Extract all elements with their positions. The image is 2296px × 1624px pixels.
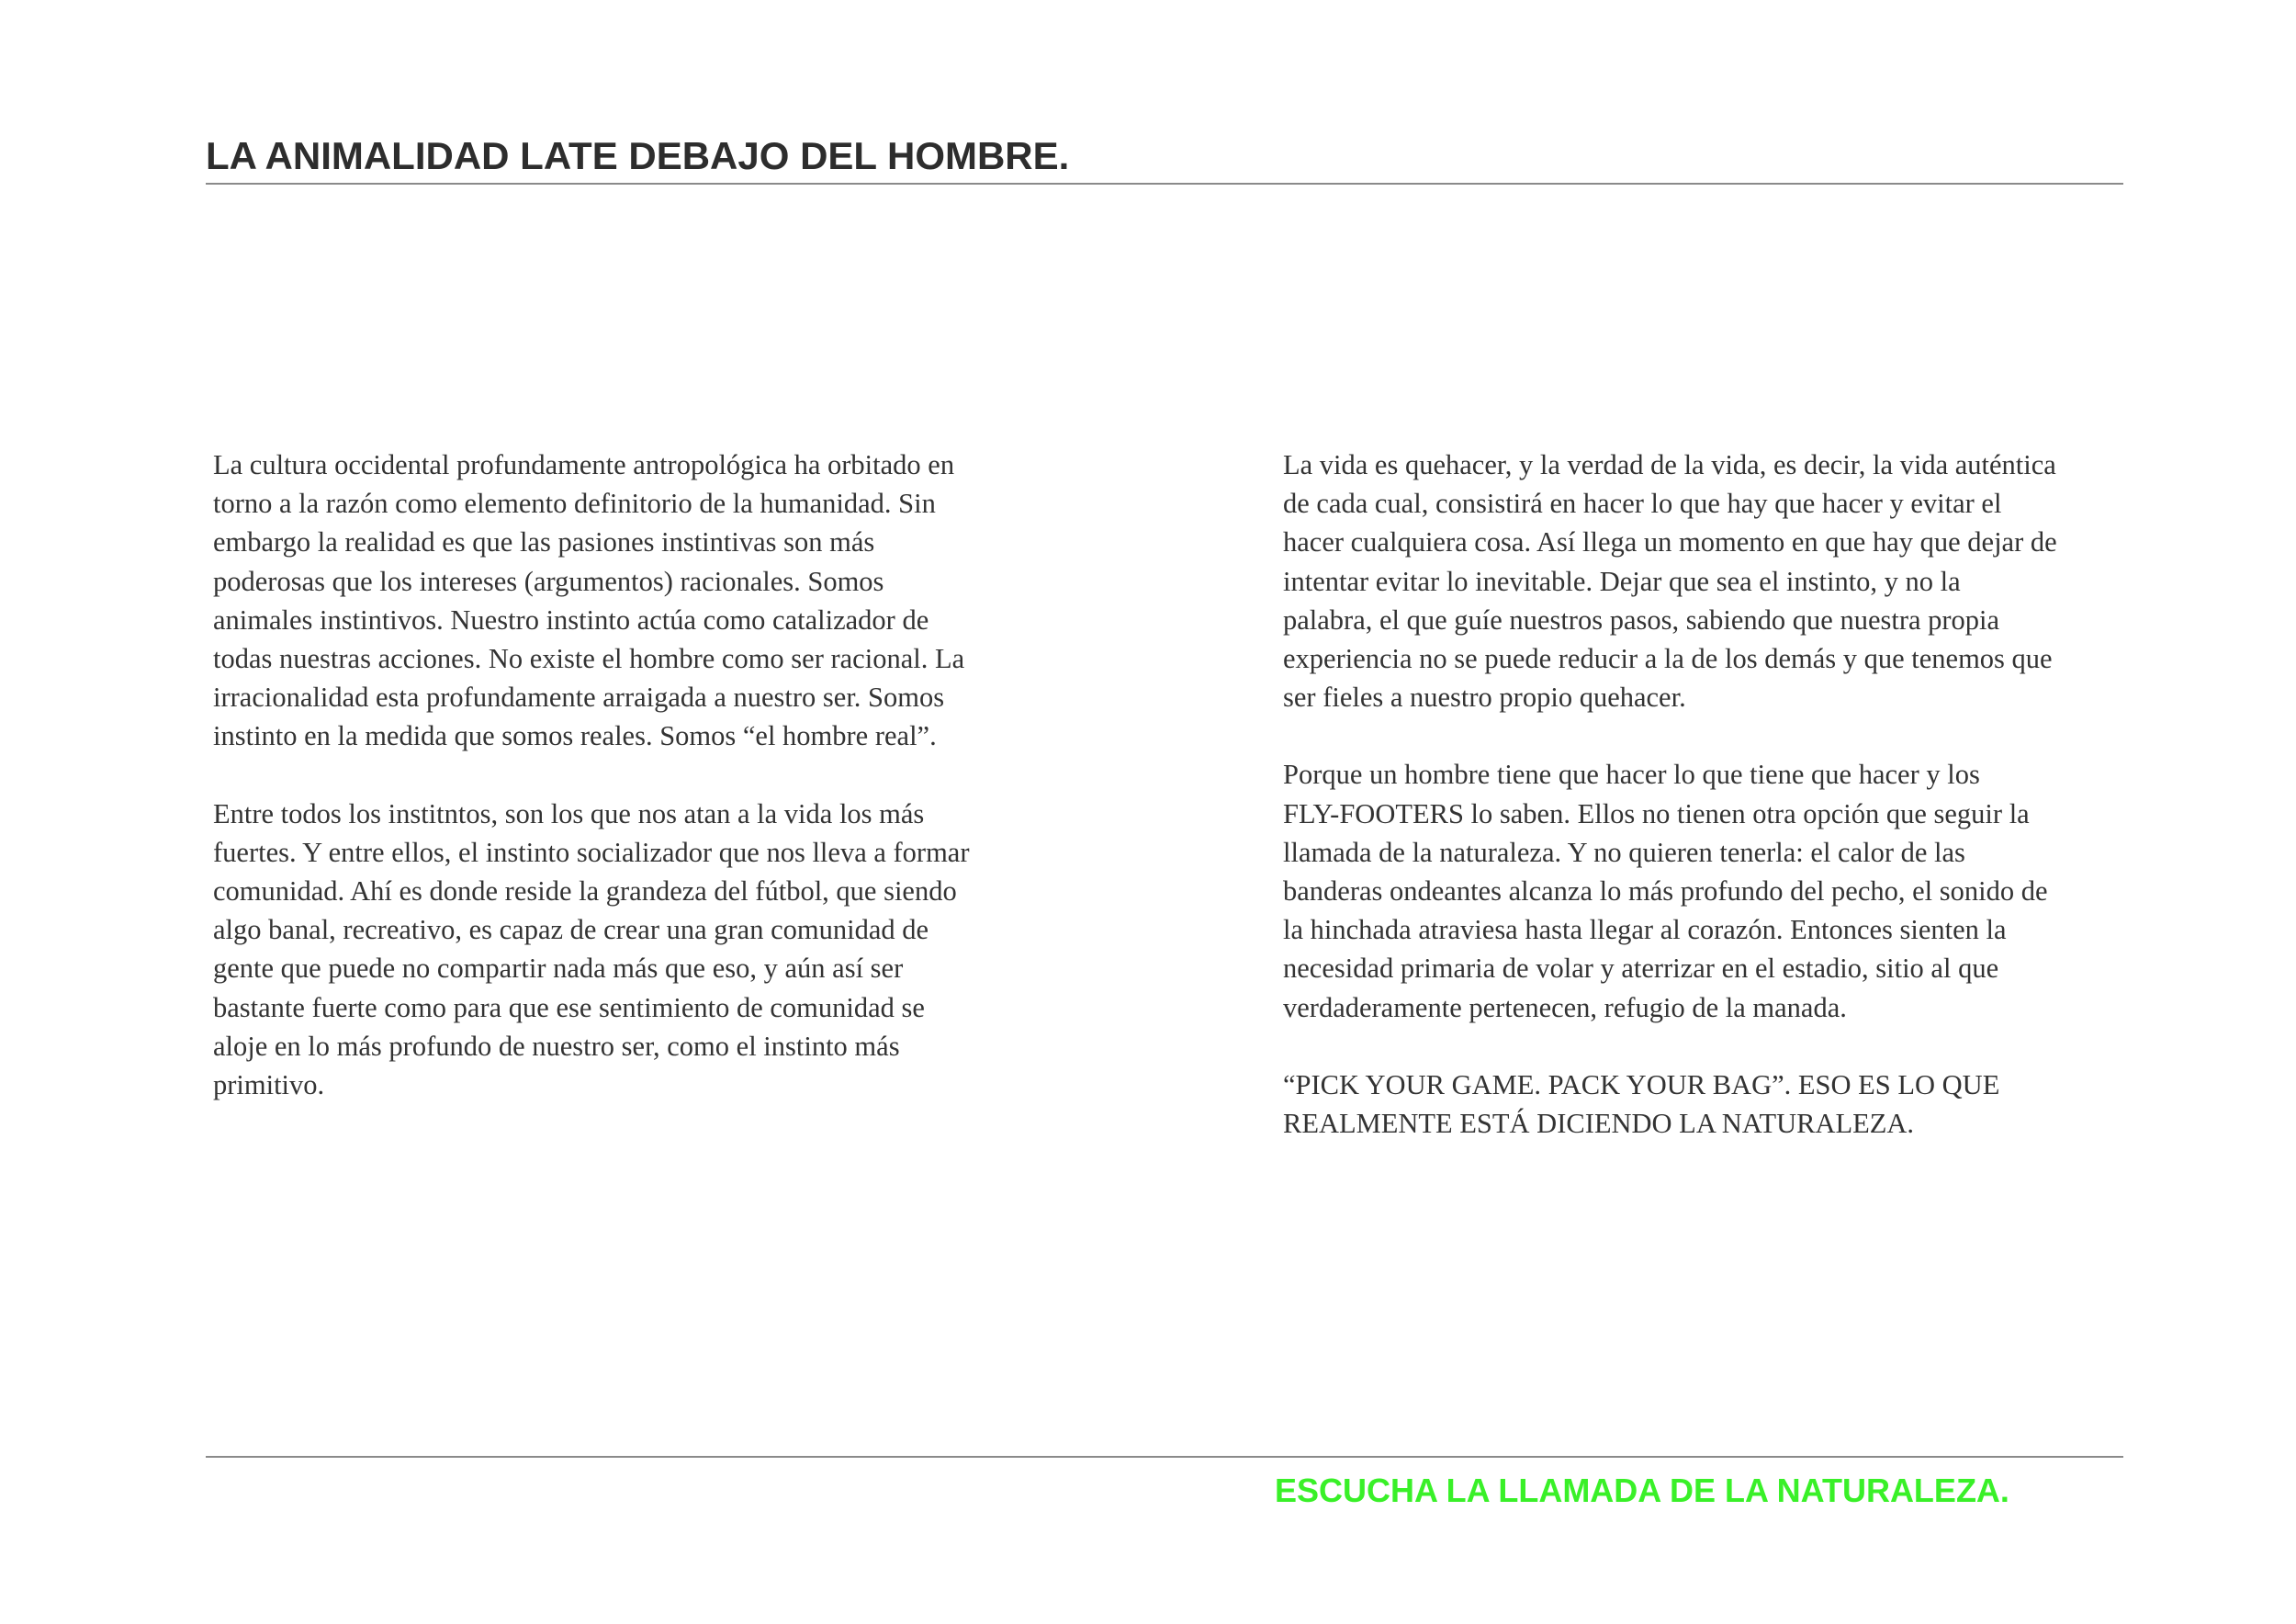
body-paragraph: La vida es quehacer, y la verdad de la vida, es decir, la vida auténtica de cada cual, consistirá en hacer lo que hay que hacer y evitar el hacer cualquiera cosa. Así llega un momento en que hay que dejar de intentar evitar lo inevitable. Dejar que sea el instinto, y no la palabra, el que guíe nuestros pasos, sabiendo que nuestra propia experiencia no se puede reducir a la de los demás y que tenemos que ser fieles a nuestro propio quehacer. (1283, 449, 2057, 714)
page-title: LA ANIMALIDAD LATE DEBAJO DEL HOMBRE. (206, 134, 1070, 177)
bottom-divider (206, 1456, 2123, 1458)
top-divider (206, 183, 2123, 185)
footer-tagline: ESCUCHA LA LLAMADA DE LA NATURALEZA. (1275, 1472, 2009, 1509)
closing-statement: “PICK YOUR GAME. PACK YOUR BAG”. ESO ES LO QUE REALMENTE ESTÁ DICIENDO LA NATURALEZA. (1283, 1068, 2000, 1140)
body-paragraph: Entre todos los institntos, son los que nos atan a la vida los más fuertes. Y entre ellos, el instinto socializador que nos lleva a formar comunidad. Ahí es donde reside la grandeza del fútbol, que siendo algo banal, recreativo, es capaz de crear una gran comunidad de gente que puede no compartir nada más que eso, y aún así ser bastante fuerte como para que ese sentimiento de comunidad se aloje en lo más profundo de nuestro ser, como el instinto más primitivo. (213, 797, 970, 1101)
body-paragraph: Porque un hombre tiene que hacer lo que tiene que hacer y los FLY-FOOTERS lo saben. Ellos no tienen otra opción que seguir la llamada de la naturaleza. Y no quieren tenerla: el calor de las banderas ondeantes alcanza lo más profundo del pecho, el sonido de la hinchada atraviesa hasta llegar al corazón. Entonces sienten la necesidad primaria de volar y aterrizar en el estadio, sitio al que verdaderamente pertenecen, refugio de la manada. (1283, 759, 2048, 1023)
right-text-column (1283, 445, 2128, 1181)
left-text-column (213, 445, 1040, 1143)
body-paragraph: La cultura occidental profundamente antropológica ha orbitado en torno a la razón como elemento definitorio de la humanidad. Sin embargo la realidad es que las pasiones instintivas son más poderosas que los intereses (argumentos) racionales. Somos animales instintivos. Nuestro instinto actúa como catalizador de todas nuestras acciones. No existe el hombre como ser racional. La irracionalidad esta profundamente arraigada a nuestro ser. Somos instinto en la medida que somos reales. Somos “el hombre real”. (213, 449, 965, 752)
